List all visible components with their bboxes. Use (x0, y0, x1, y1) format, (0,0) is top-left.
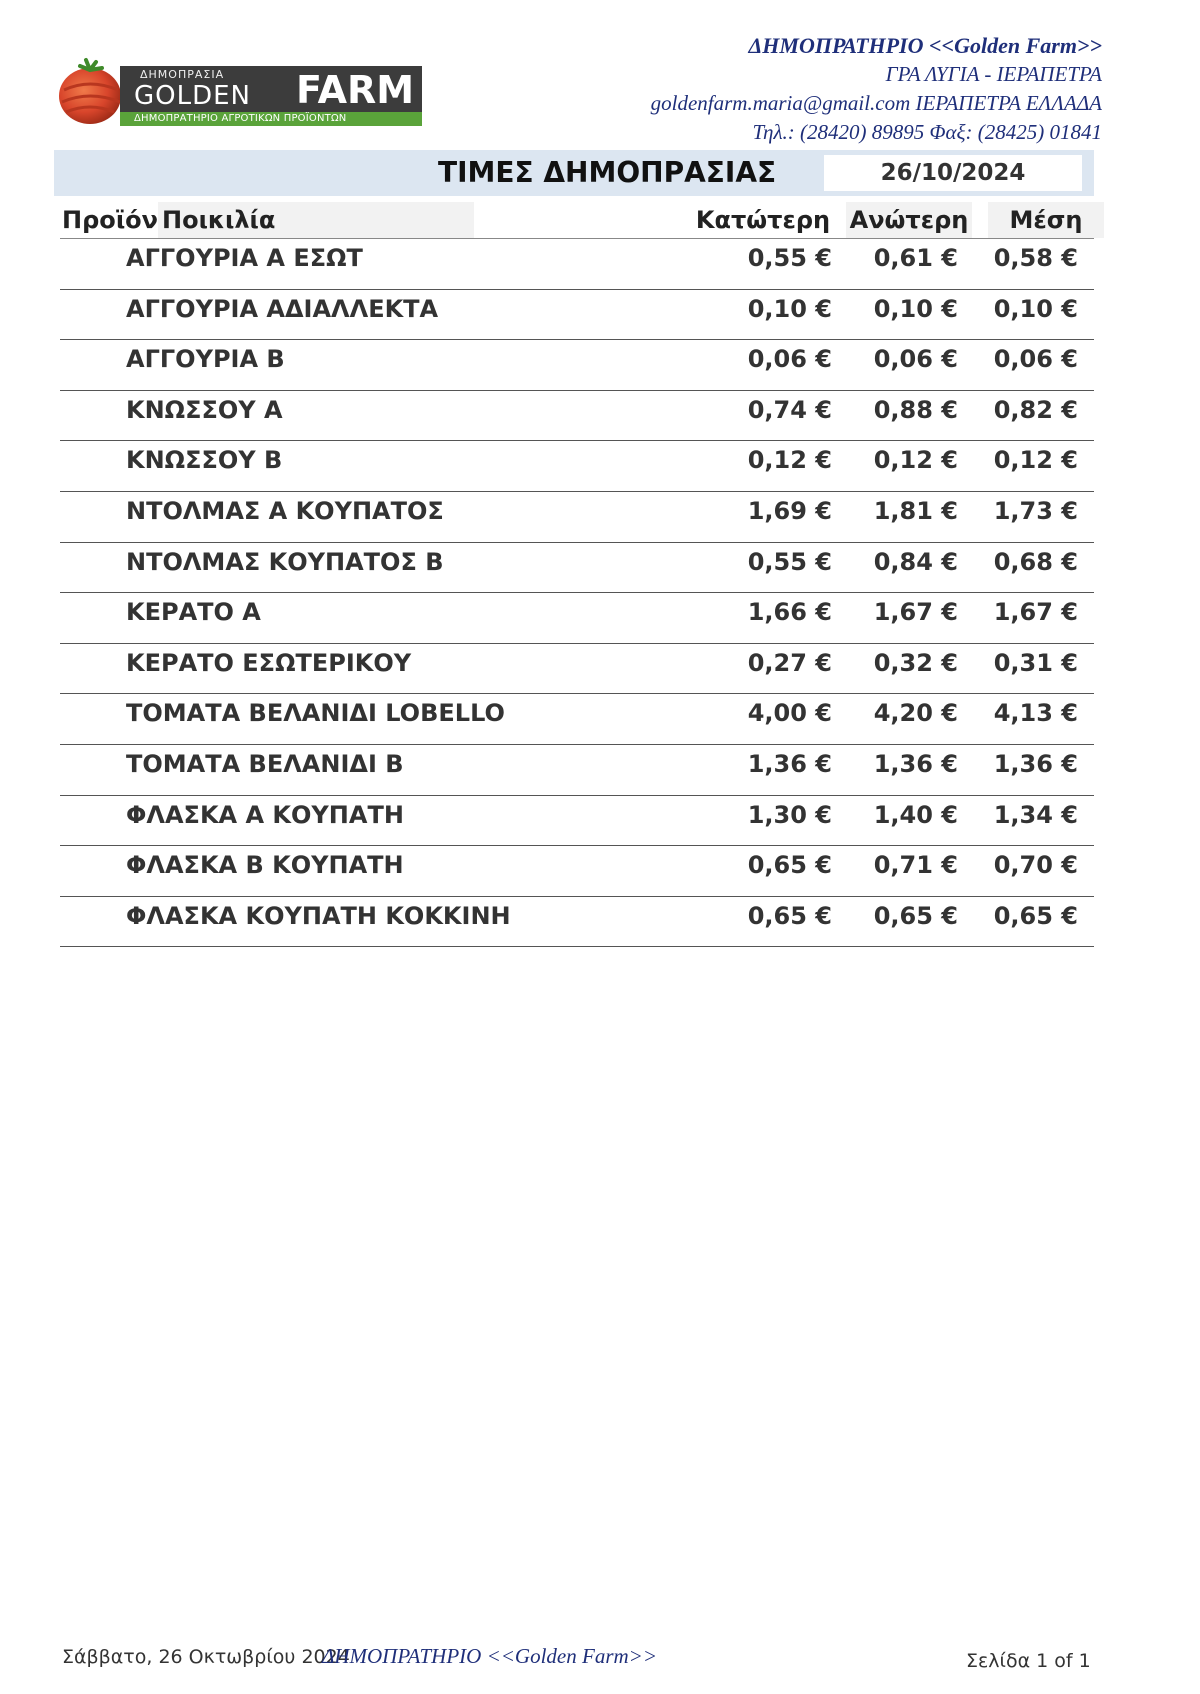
high-price: 4,20 € (873, 699, 958, 728)
low-price: 0,55 € (747, 547, 832, 576)
avg-price: 4,13 € (993, 699, 1078, 728)
table-row (60, 694, 1094, 745)
low-price: 1,69 € (747, 496, 832, 525)
table-row (60, 897, 1094, 948)
logo-subtitle: ΔΗΜΟΠΡΑΤΗΡΙΟ ΑΓΡΟΤΙΚΩΝ ΠΡΟΪΟΝΤΩΝ (134, 113, 347, 124)
avg-price: 0,58 € (993, 244, 1078, 272)
company-phone: Τηλ.: (28420) 89895 Φαξ: (28425) 01841 (752, 120, 1102, 144)
table-row (60, 391, 1094, 442)
avg-price: 0,65 € (993, 901, 1078, 930)
low-price: 0,65 € (747, 901, 832, 930)
table-row (60, 745, 1094, 796)
high-price: 1,67 € (873, 598, 958, 627)
product-name: ΝΤΟΛΜΑΣ Α ΚΟΥΠΑΤΟΣ (126, 496, 444, 525)
low-price: 1,36 € (747, 749, 832, 778)
high-price: 0,88 € (873, 395, 958, 424)
high-price: 0,06 € (873, 345, 958, 374)
product-name: ΚΕΡΑΤΟ ΕΣΩΤΕΡΙΚΟΥ (126, 648, 412, 677)
column-header-high: Ανώτερη (846, 202, 972, 238)
low-price: 1,66 € (747, 598, 832, 627)
low-price: 0,27 € (747, 648, 832, 677)
table-row (60, 543, 1094, 594)
avg-price: 1,73 € (993, 496, 1078, 525)
high-price: 0,32 € (873, 648, 958, 677)
avg-price: 0,06 € (993, 345, 1078, 374)
table-row (60, 290, 1094, 341)
column-header-product: Προϊόν (62, 206, 158, 234)
low-price: 0,06 € (747, 345, 832, 374)
footer-brand: ΔΗΜΟΠΡΑΤΗΡΙΟ <<Golden Farm>> (322, 1644, 658, 1668)
avg-price: 1,34 € (993, 800, 1078, 829)
auction-date: 26/10/2024 (824, 155, 1082, 191)
low-price: 0,12 € (747, 446, 832, 475)
avg-price: 1,36 € (993, 749, 1078, 778)
product-name: ΝΤΟΛΜΑΣ ΚΟΥΠΑΤΟΣ Β (126, 547, 444, 576)
column-header-low: Κατώτερη (695, 206, 831, 234)
high-price: 1,81 € (873, 496, 958, 525)
avg-price: 0,70 € (993, 851, 1078, 880)
product-name: ΤΟΜΑΤΑ ΒΕΛΑΝΙΔΙ LOBELLO (126, 699, 505, 728)
low-price: 4,00 € (747, 699, 832, 728)
product-name: ΚΕΡΑΤΟ Α (126, 598, 261, 627)
low-price: 0,55 € (747, 244, 832, 272)
contact-block (651, 32, 1102, 147)
footer-page-number: Σελίδα 1 of 1 (966, 1650, 1091, 1672)
table-row (60, 644, 1094, 695)
table-row (60, 492, 1094, 543)
avg-price: 0,31 € (993, 648, 1078, 677)
high-price: 0,10 € (873, 294, 958, 323)
company-email: goldenfarm.maria@gmail.com ΙΕΡΑΠΕΤΡΑ ΕΛΛΑΔΑ (650, 91, 1102, 115)
avg-price: 0,12 € (993, 446, 1078, 475)
logo-farm-text: FARM (296, 68, 415, 112)
column-header-variety: Ποικιλία (158, 202, 474, 238)
column-header-avg: Μέση (988, 202, 1104, 238)
product-name: ΑΓΓΟΥΡΙΑ Β (126, 345, 285, 374)
low-price: 0,65 € (747, 851, 832, 880)
avg-price: 0,82 € (993, 395, 1078, 424)
high-price: 0,71 € (873, 851, 958, 880)
high-price: 0,65 € (873, 901, 958, 930)
table-row (60, 846, 1094, 897)
low-price: 0,74 € (747, 395, 832, 424)
avg-price: 0,68 € (993, 547, 1078, 576)
low-price: 0,10 € (747, 294, 832, 323)
table-row (60, 593, 1094, 644)
company-address: ΓΡΑ ΛΥΓΙΑ - ΙΕΡΑΠΕΤΡΑ (885, 62, 1102, 86)
logo-small-text: ΔΗΜΟΠΡΑΣΙΑ (140, 68, 225, 81)
avg-price: 0,10 € (993, 294, 1078, 323)
title-band (54, 150, 1094, 196)
tomato-logo-icon (56, 56, 126, 126)
high-price: 0,84 € (873, 547, 958, 576)
product-name: ΦΛΑΣΚΑ ΚΟΥΠΑΤΗ ΚΟΚΚΙΝΗ (126, 901, 511, 930)
table-row (60, 340, 1094, 391)
product-name: ΦΛΑΣΚΑ Β ΚΟΥΠΑΤΗ (126, 851, 404, 880)
company-name: ΔΗΜΟΠΡΑΤΗΡΙΟ <<Golden Farm>> (748, 33, 1102, 58)
avg-price: 1,67 € (993, 598, 1078, 627)
product-name: ΤΟΜΑΤΑ ΒΕΛΑΝΙΔΙ Β (126, 749, 404, 778)
logo-golden-text: GOLDEN (134, 81, 251, 111)
low-price: 1,30 € (747, 800, 832, 829)
high-price: 0,12 € (873, 446, 958, 475)
golden-farm-logo (54, 50, 424, 126)
product-name: ΑΓΓΟΥΡΙΑ Α ΕΣΩΤ (126, 244, 363, 272)
product-name: ΚΝΩΣΣΟΥ Β (126, 446, 283, 475)
table-row (60, 441, 1094, 492)
product-name: ΦΛΑΣΚΑ Α ΚΟΥΠΑΤΗ (126, 800, 404, 829)
price-table (60, 239, 1094, 947)
product-name: ΚΝΩΣΣΟΥ Α (126, 395, 283, 424)
product-name: ΑΓΓΟΥΡΙΑ ΑΔΙΑΛΛΕΚΤΑ (126, 294, 439, 323)
table-row (60, 796, 1094, 847)
high-price: 1,36 € (873, 749, 958, 778)
high-price: 0,61 € (873, 244, 958, 272)
high-price: 1,40 € (873, 800, 958, 829)
page-title: ΤΙΜΕΣ ΔΗΜΟΠΡΑΣΙΑΣ (438, 156, 777, 189)
table-row (60, 239, 1094, 290)
footer-date: Σάββατο, 26 Οκτωβρίου 2024 (62, 1646, 350, 1668)
